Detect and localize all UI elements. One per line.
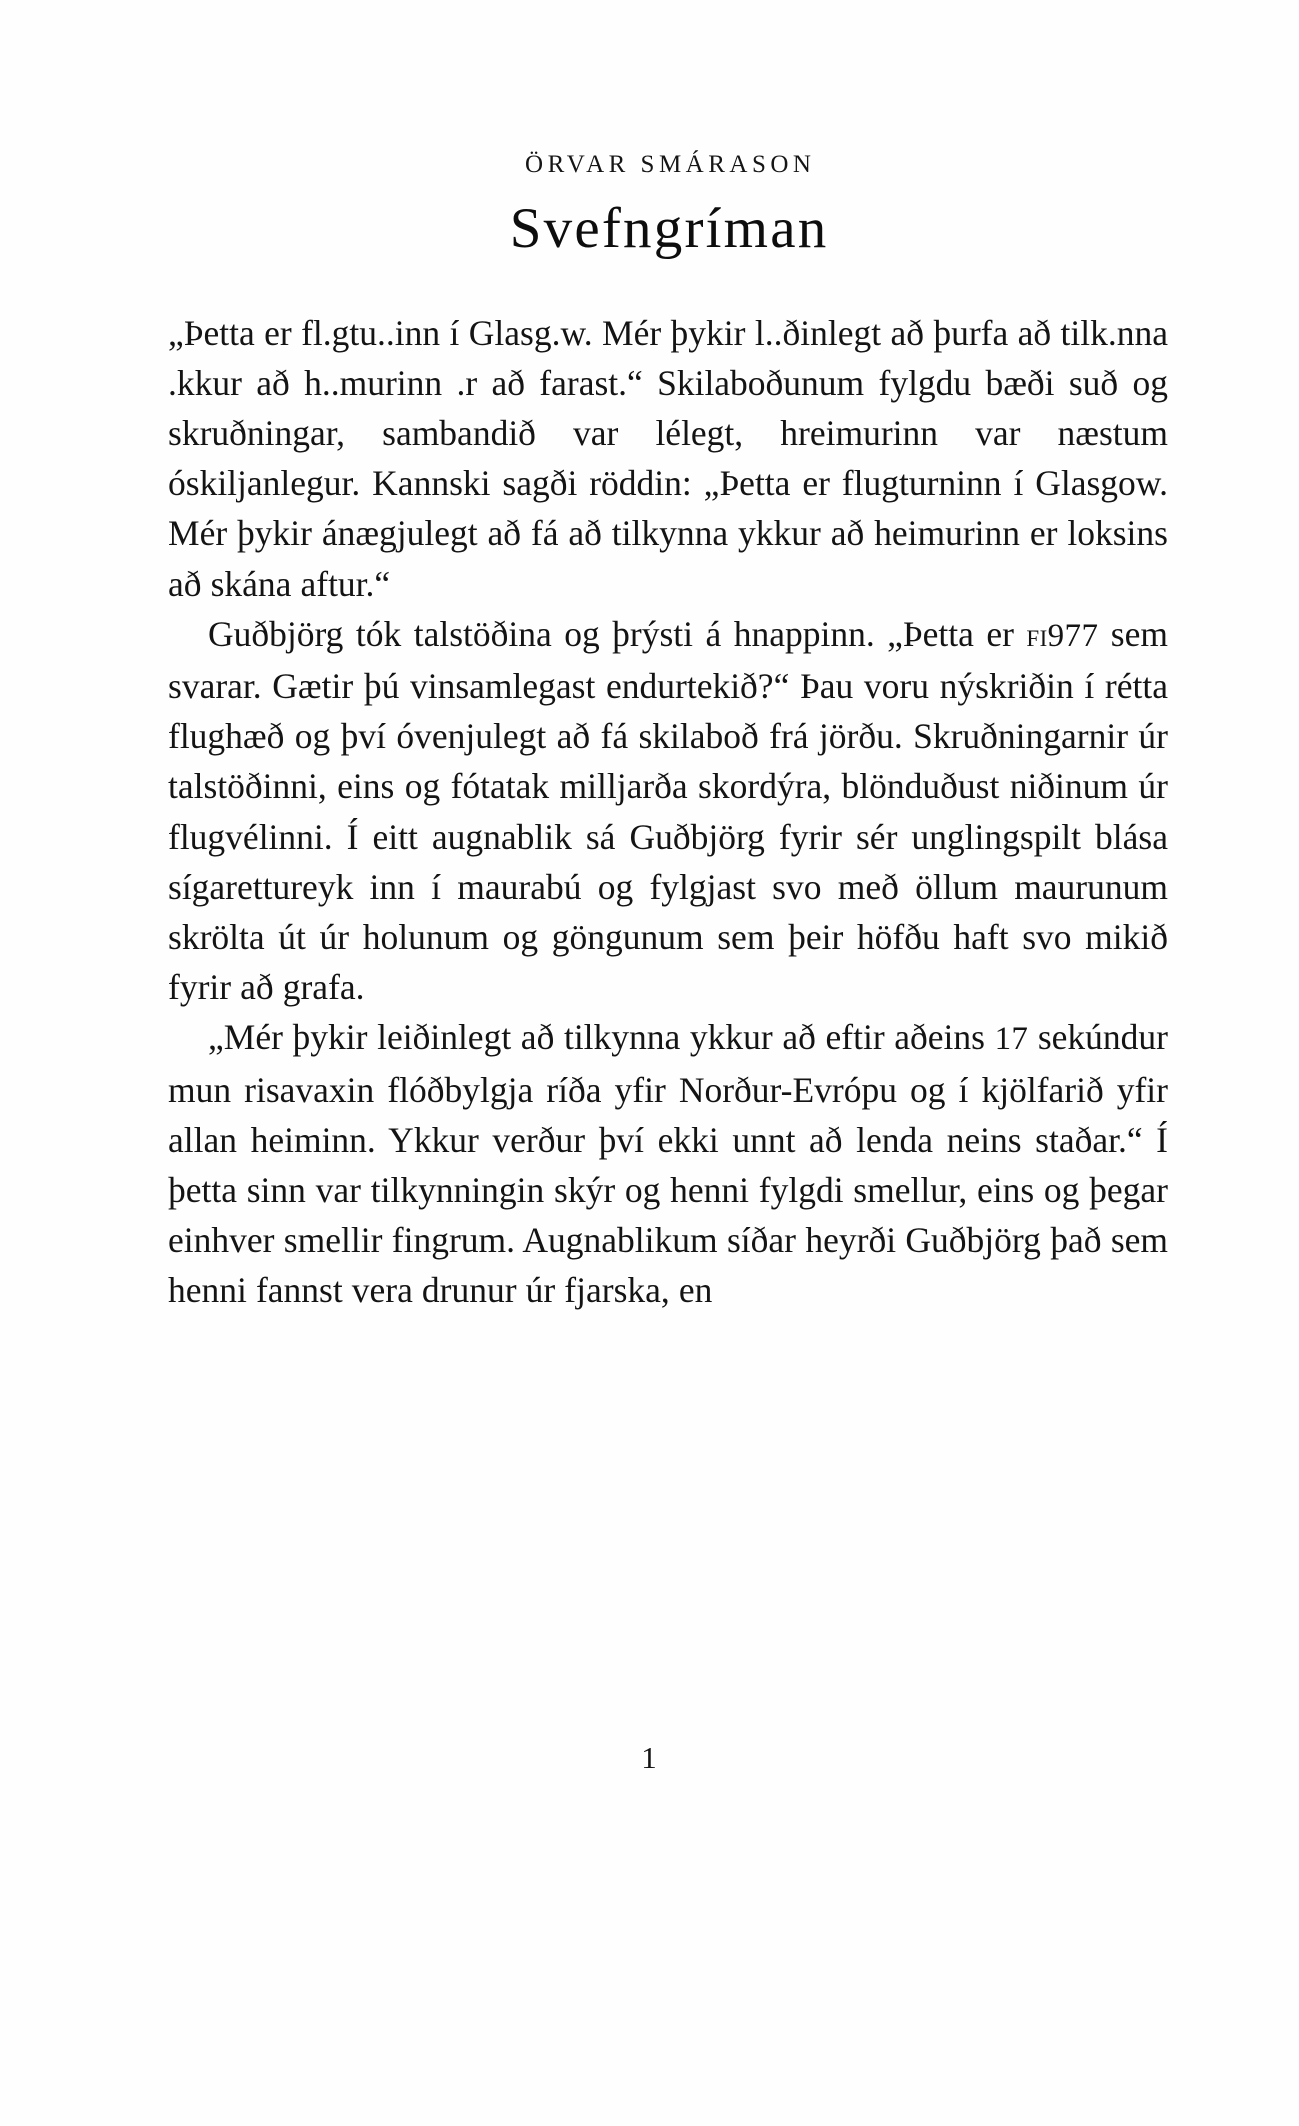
paragraph-1: „Þetta er fl.gtu..inn í Glasg.w. Mér þykir l..ðinlegt að þurfa að tilk.nna .kkur að h..murinn .r að farast.“ Skilaboðunum fylgdu bæði suð og skruðningar, sambandið var lélegt, hreimurinn var næstum óskiljanlegur. Kannski sagði röddin: „Þetta er flugturninn í Glasgow. Mér þykir ánægjulegt að fá að tilkynna ykkur að heimurinn er loksins að skána aftur.“: [168, 312, 1168, 604]
paragraph-3-text-after: sekúndur mun risavaxin flóðbylgja ríða yfir Norður-Evrópu og í kjölfarið yfir allan heiminn. Ykkur verður því ekki unnt að lenda neins staðar.“ Í þetta sinn var tilkynningin skýr og henni fylgdi smellur, eins og þegar einhver smellir fingrum. Augnablikum síðar heyrði Guðbjörg það sem henni fannst vera drunur úr fjarska, en: [168, 1017, 1168, 1311]
paragraph-3-text-before: „Mér þykir leiðinlegt að tilkynna ykkur að eftir aðeins: [208, 1017, 995, 1058]
paragraph-3-seconds-count: 17: [994, 1021, 1029, 1058]
paragraph-2-callsign: fi977: [1026, 617, 1099, 654]
paragraph-2-text-after: sem svarar. Gætir þú vinsamlegast endurtekið?“ Þau voru nýskriðin í rétta flughæð og því óvenjulegt að fá skilaboð frá jörðu. Skruðningarnir úr talstöðinni, eins og fótatak milljarða skordýra, blönduðust niðinum úr flugvélinni. Í eitt augnablik sá Guðbjörg fyrir sér unglingspilt blása sígarettureyk inn í maurabú og fylgjast svo með öllum maurunum skrölta út úr holunum og göngunum sem þeir höfðu haft svo mikið fyrir að grafa.: [168, 613, 1168, 1008]
paragraph-2: [168, 609, 1168, 1013]
paragraph-2-text-before: Guðbjörg tók talstöðina og þrýsti á hnappinn. „Þetta er: [208, 613, 1027, 654]
body-copy: [168, 264, 1168, 1316]
page-text-block: [168, 0, 1168, 1316]
author-byline: ÖRVAR SMÁRASON: [525, 151, 816, 178]
paragraph-3: [168, 1012, 1168, 1315]
page-title: Svefngríman: [509, 197, 829, 260]
page-number: 1: [641, 1740, 658, 1775]
